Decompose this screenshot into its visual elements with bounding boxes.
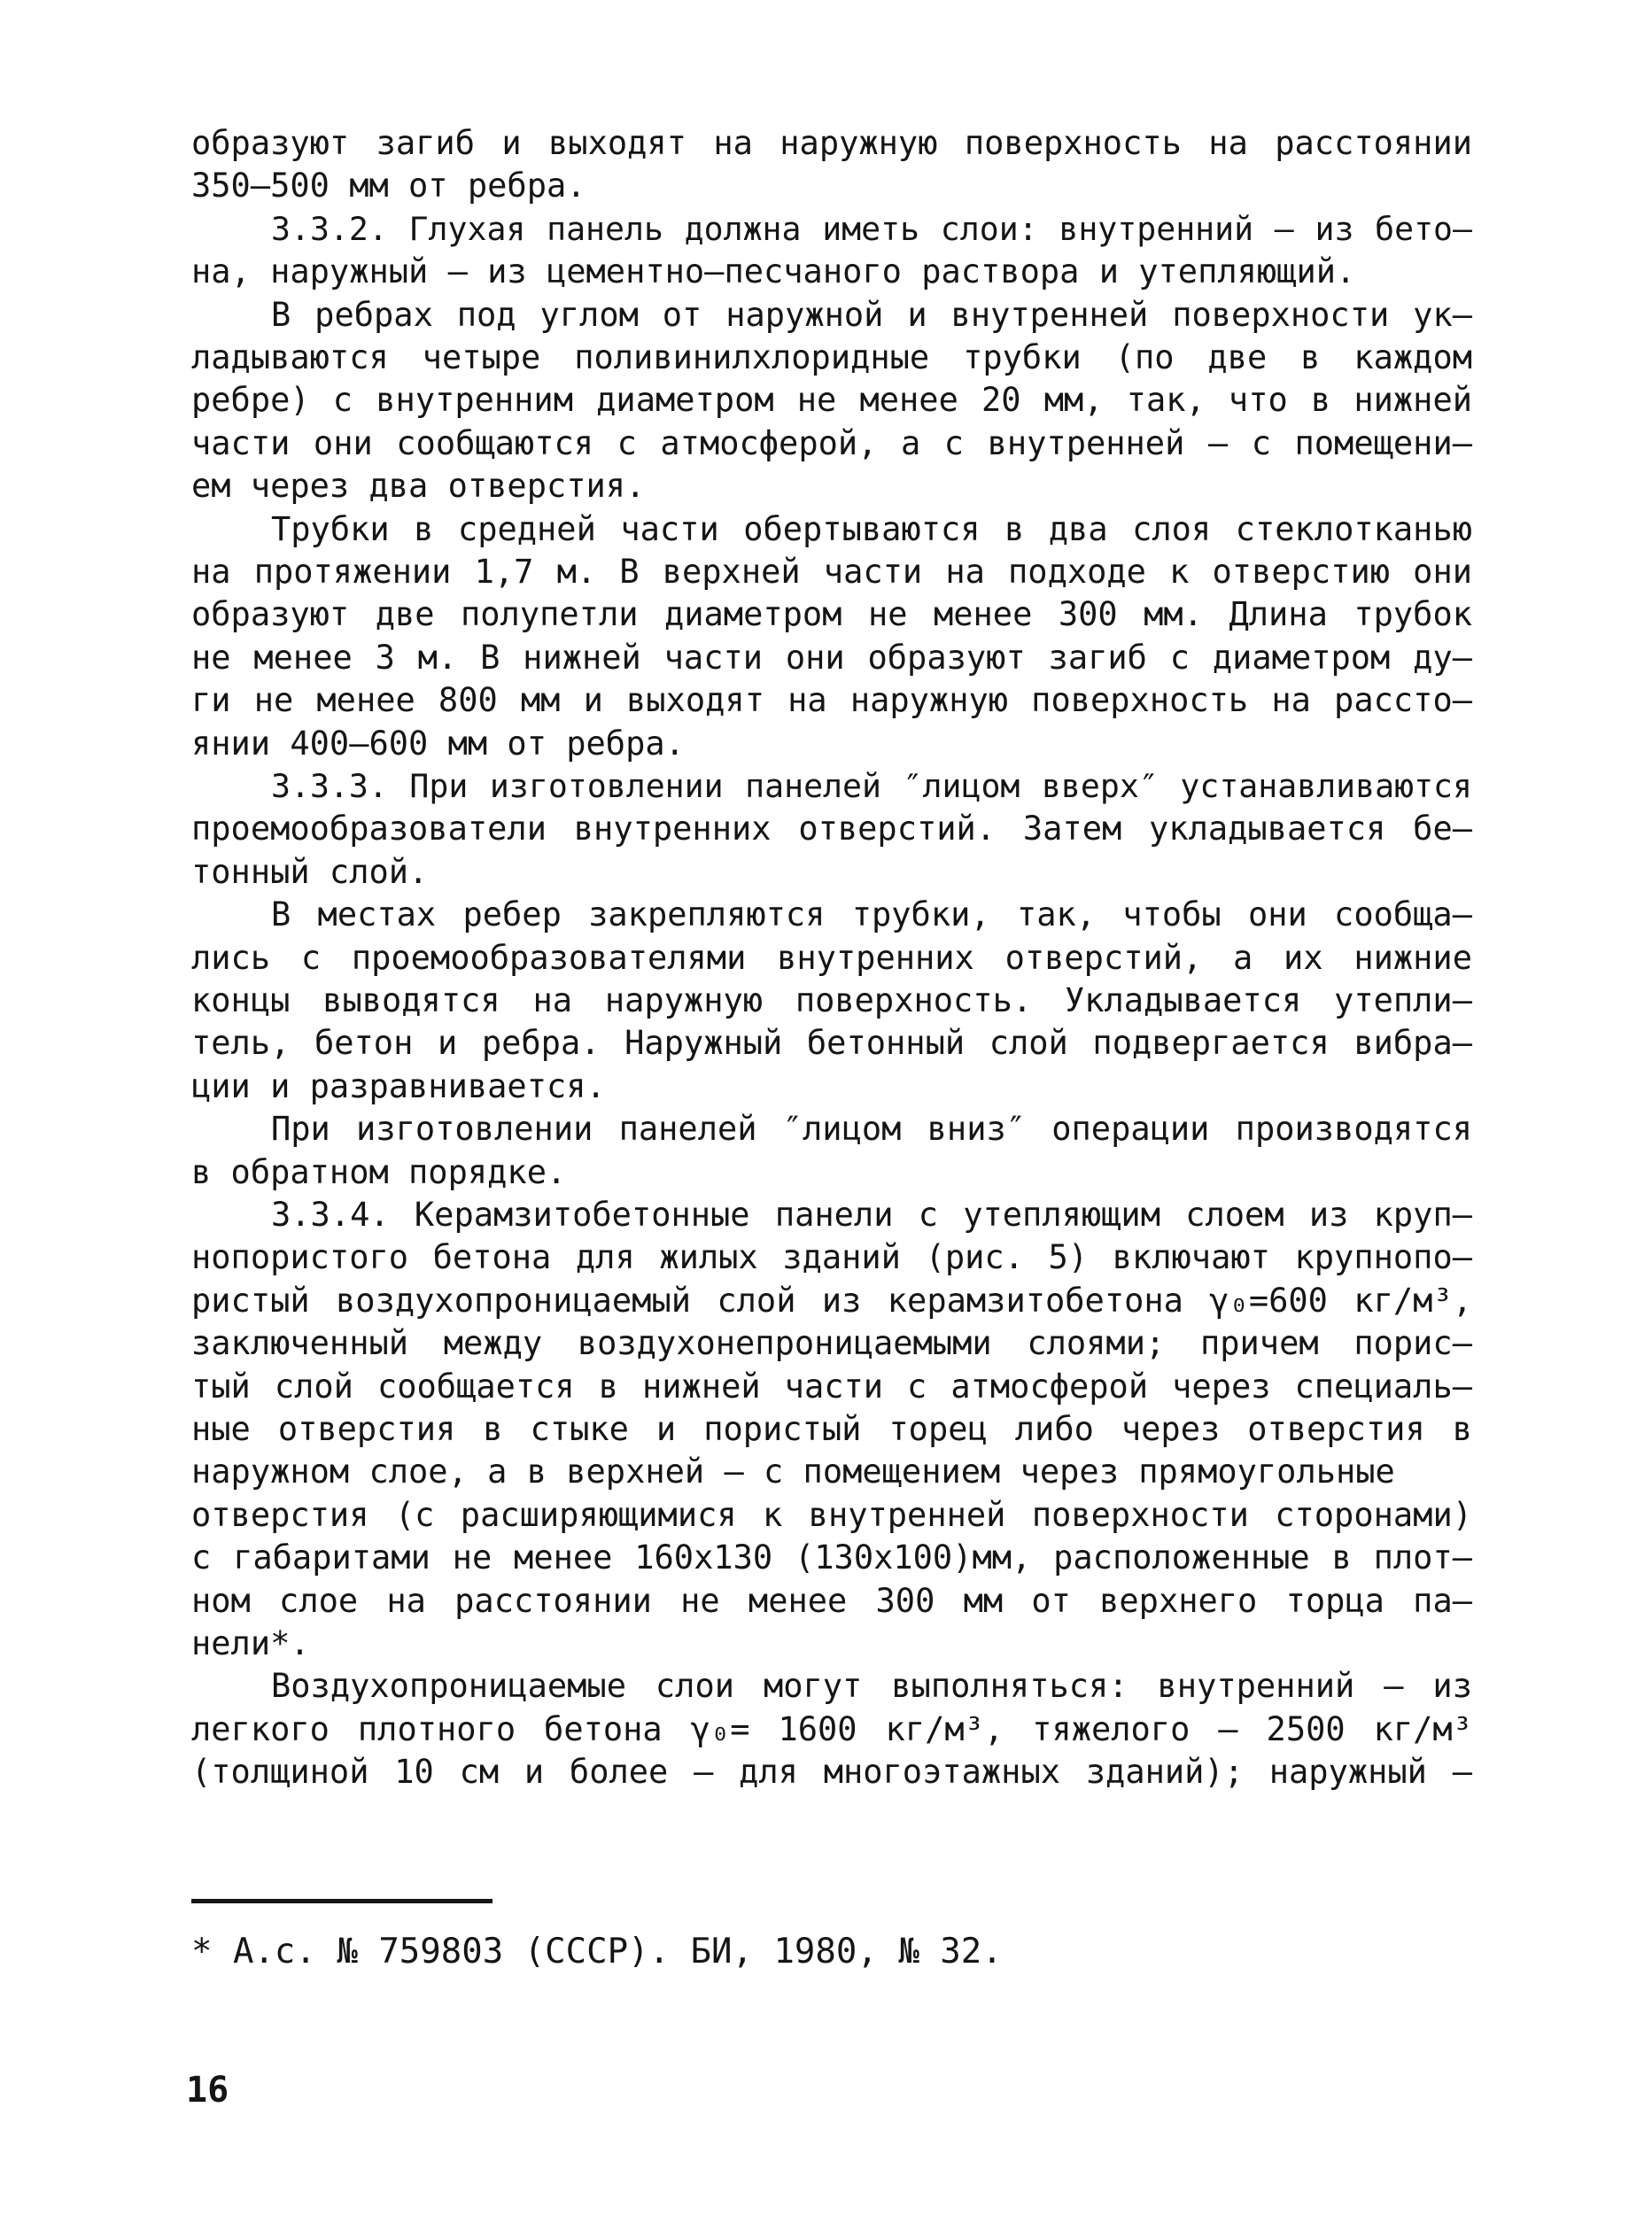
- text-line: ем через два отверстия.: [191, 467, 646, 505]
- text-line: проемообразователи внутренних отверстий. Затем укладывается бе–: [191, 810, 1472, 848]
- text-line: тый слой сообщается в нижней части с атмосферой через специаль–: [191, 1367, 1472, 1406]
- text-line: отверстия (с расширяющимися к внутренней поверхности сторонами): [191, 1496, 1472, 1534]
- text-line: нопористого бетона для жилых зданий (рис. 5) включают крупнопо–: [191, 1238, 1472, 1276]
- text-line: 350–500 мм от ребра.: [191, 167, 586, 205]
- text-line: Трубки в средней части обертываются в два слоя стеклотканью: [271, 510, 1472, 548]
- text-line: наружном слое, а в верхней – с помещением через прямоугольные: [191, 1453, 1395, 1491]
- text-line: на, наружный – из цементно–песчаного раствора и утепляющий.: [191, 252, 1356, 291]
- text-line: заключенный между воздухонепроницаемыми слоями; причем порис–: [191, 1324, 1472, 1362]
- text-line: лись с проемообразователями внутренних отверстий, а их нижние: [191, 939, 1472, 977]
- text-line: Воздухопроницаемые слои могут выполняться: внутренний – из: [271, 1667, 1472, 1705]
- text-line: концы выводятся на наружную поверхность. Укладывается утепли–: [191, 981, 1472, 1019]
- text-line: в обратном порядке.: [191, 1153, 567, 1191]
- text-line: тонный слой.: [191, 853, 429, 891]
- text-line: легкого плотного бетона γ₀= 1600 кг/м³, тяжелого – 2500 кг/м³: [191, 1710, 1472, 1748]
- text-line: тель, бетон и ребра. Наружный бетонный слой подвергается вибра–: [191, 1024, 1472, 1062]
- text-line: части они сообщаются с атмосферой, а с внутренней – с помещени–: [191, 424, 1472, 462]
- text-line: 3.3.2. Глухая панель должна иметь слои: внутренний – из бето–: [271, 210, 1472, 248]
- text-line: образуют загиб и выходят на наружную поверхность на расстоянии: [191, 124, 1472, 162]
- text-line: янии 400–600 мм от ребра.: [191, 724, 685, 763]
- text-line: на протяжении 1,7 м. В верхней части на подходе к отверстию они: [191, 553, 1472, 591]
- text-line: ном слое на расстоянии не менее 300 мм от верхнего торца па–: [191, 1582, 1472, 1620]
- text-line: ции и разравнивается.: [191, 1067, 606, 1105]
- text-line: ребре) с внутренним диаметром не менее 20 мм, так, что в нижней: [191, 381, 1472, 419]
- text-line: ладываются четыре поливинилхлоридные трубки (по две в каждом: [191, 338, 1472, 376]
- text-line: ристый воздухопроницаемый слой из керамзитобетона γ₀=600 кг/м³,: [191, 1282, 1472, 1320]
- text-line: образуют две полупетли диаметром не менее 300 мм. Длина трубок: [191, 595, 1472, 633]
- text-line: 3.3.4. Керамзитобетонные панели с утепляющим слоем из круп–: [271, 1196, 1472, 1234]
- text-line: нели*.: [191, 1624, 310, 1662]
- text-line: не менее 3 м. В нижней части они образуют загиб с диаметром ду–: [191, 639, 1472, 677]
- text-line: При изготовлении панелей ″лицом вниз″ операции производятся: [271, 1110, 1472, 1148]
- text-line: ги не менее 800 мм и выходят на наружную поверхность на рассто–: [191, 681, 1472, 719]
- footnote: * А.с. № 759803 (СССР). БИ, 1980, № 32.: [191, 1932, 1003, 1972]
- text-line: В местах ребер закрепляются трубки, так, чтобы они сообща–: [271, 895, 1472, 934]
- text-line: ные отверстия в стыке и пористый торец либо через отверстия в: [191, 1410, 1472, 1448]
- text-line: (толщиной 10 см и более – для многоэтажных зданий); наружный –: [191, 1753, 1472, 1791]
- text-line: 3.3.3. При изготовлении панелей ″лицом вверх″ устанавливаются: [271, 767, 1472, 805]
- text-line: В ребрах под углом от наружной и внутренней поверхности ук–: [271, 296, 1472, 334]
- footnote-rule: [191, 1899, 492, 1903]
- page-number: 16: [186, 2070, 229, 2111]
- text-line: с габаритами не менее 160х130 (130х100)мм, расположенные в плот–: [191, 1538, 1472, 1577]
